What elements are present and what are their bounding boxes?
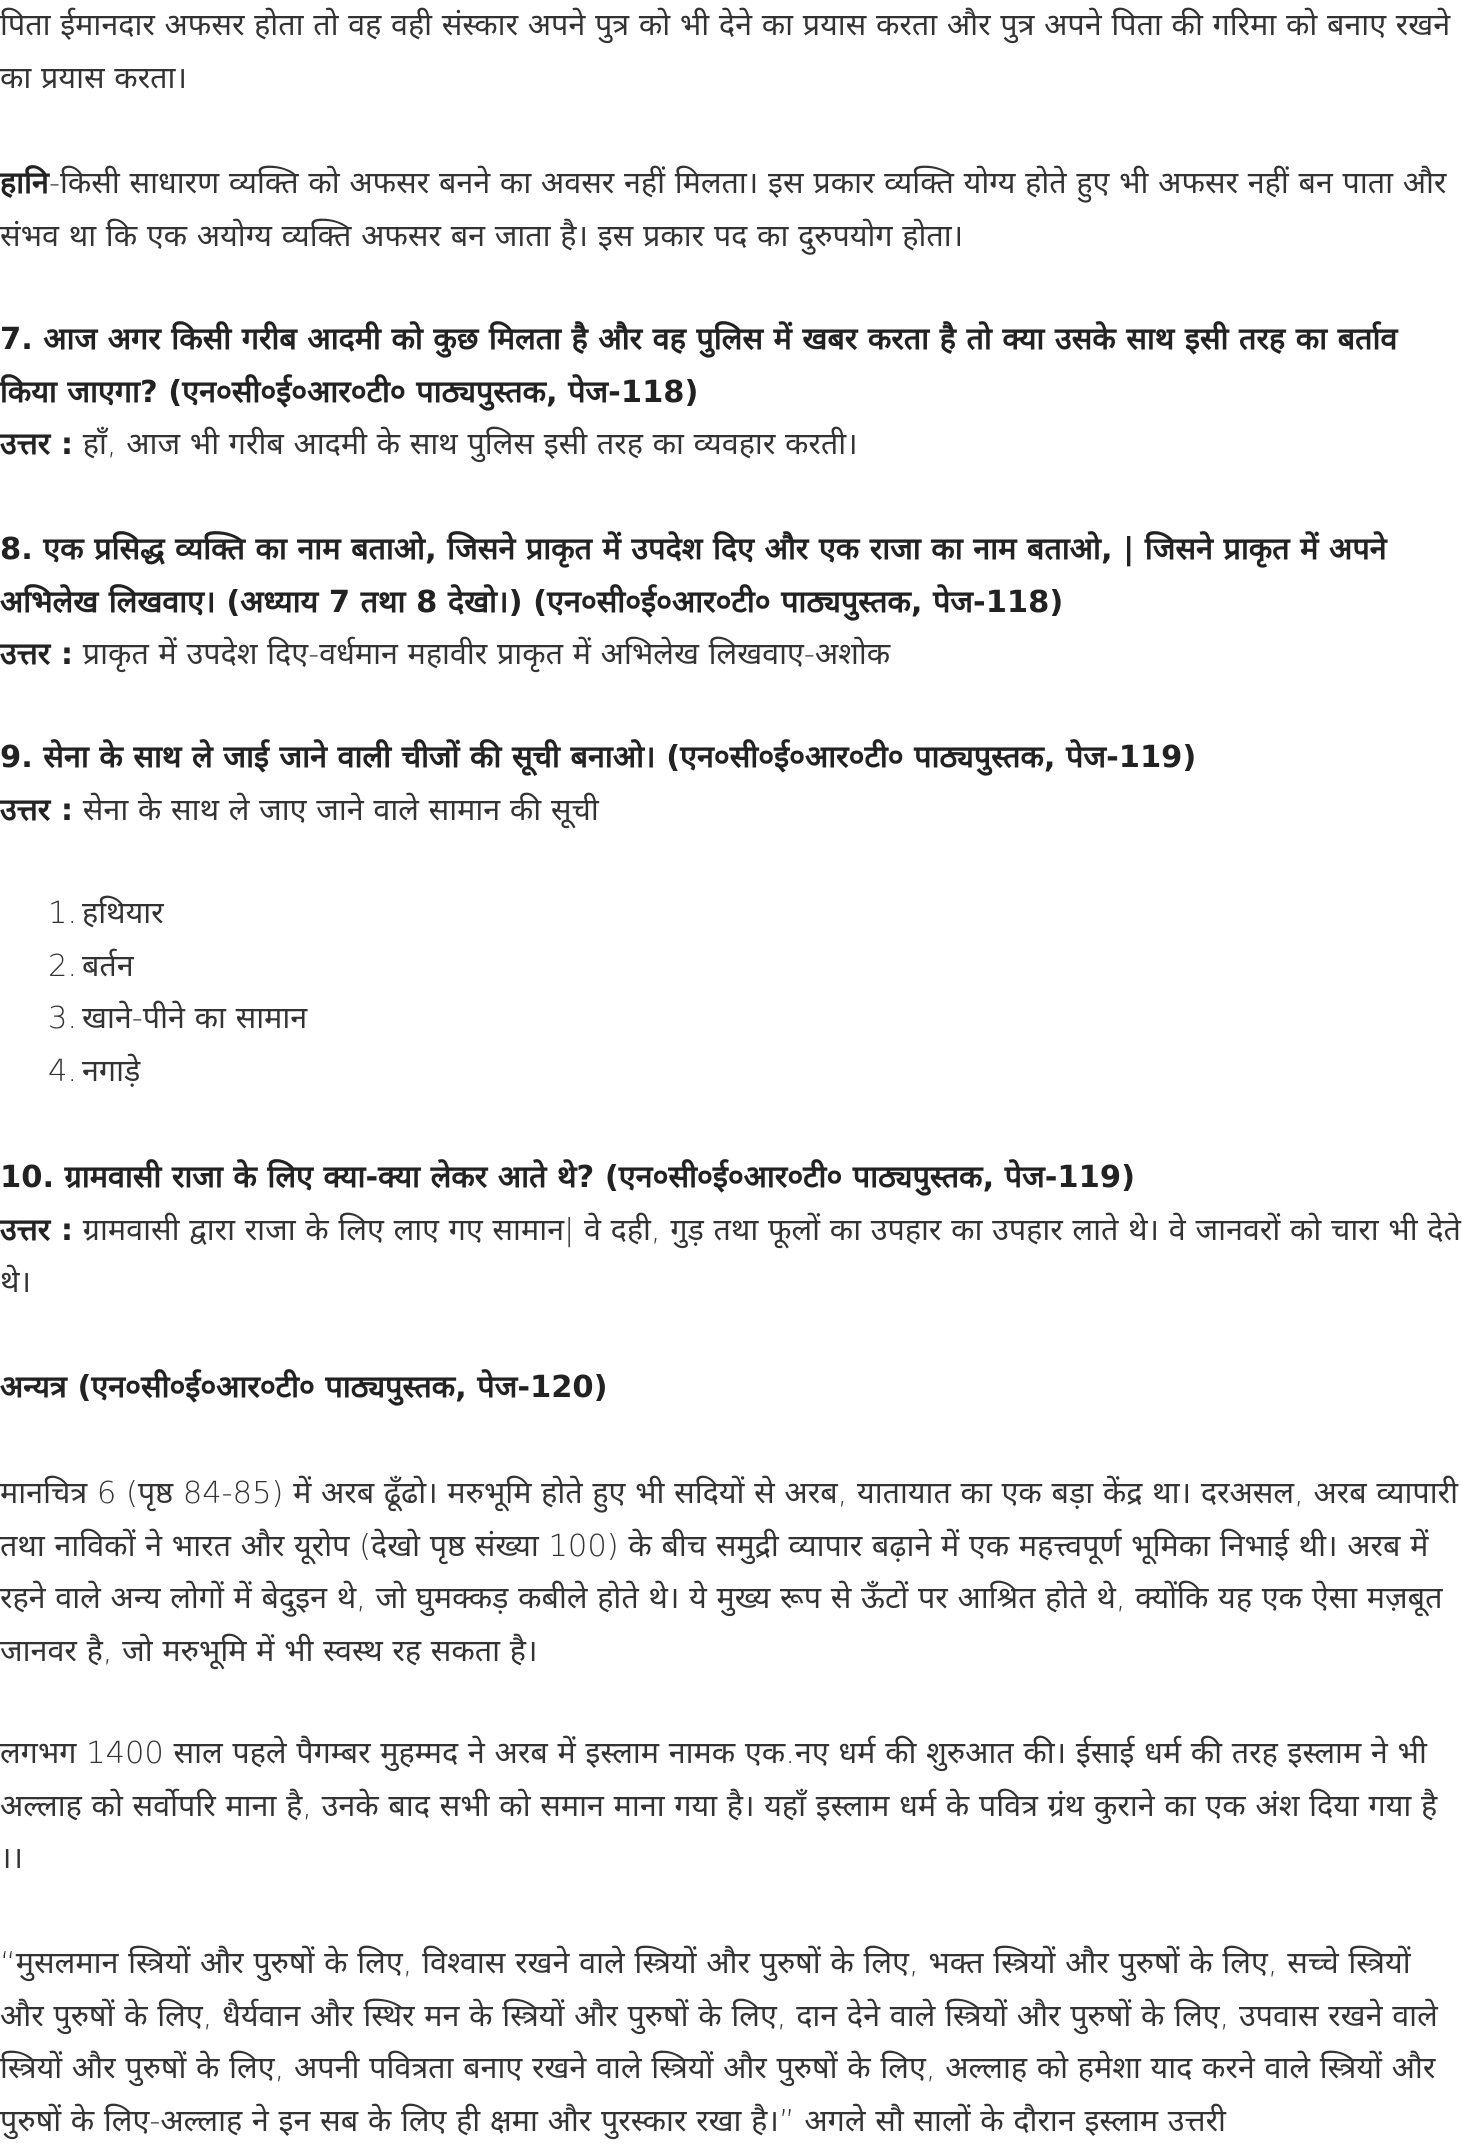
list-item [48,941,307,994]
harm-text: -किसी साधारण व्यक्ति को अफसर बनने का अवसर नहीं मिलता। इस प्रकार व्यक्ति योग्य होते हुए भी अफसर नहीं बन पाता और संभव था कि एक अयोग्य व्यक्ति अफसर बन जाता है। इस प्रकार पद का दुरुपयोग होता। [0,166,1447,254]
question-text: 10. ग्रामवासी राजा के लिए क्या-क्या लेकर आते थे? (एन०सी०ई०आर०टी० पाठ्यपुस्तक, पेज-119) [0,1160,1136,1195]
list-item [48,993,307,1046]
elsewhere-paragraph-2: लगभग 1400 साल पहले पैगम्बर मुहम्मद ने अरब में इस्लाम नामक एक.नए धर्म की शुरुआत की। ईसाई धर्म की तरह इस्लाम ने भी अल्लाह को सर्वोपरि माना है, उनके बाद सभी को समान माना गया है। यहाँ इस्लाम धर्म के पवित्र ग्रंथ कुराने का एक अंश दिया गया है ।। [0,1736,1438,1876]
answer-text: हाँ, आज भी गरीब आदमी के साथ पुलिस इसी तरह का व्यवहार करती। [73,427,858,462]
list-item-number: 2. [48,948,78,984]
list-item-text: बर्तन [82,948,134,984]
elsewhere-heading: अन्यत्र (एन०सी०ई०आर०टी० पाठ्यपुस्तक, पेज-120) [0,1370,608,1405]
answer [0,1205,1462,1310]
answer-label: उत्तर : [0,427,74,462]
answer-text: सेना के साथ ले जाए जाने वाले सामान की सूची [73,792,599,828]
list-item-number: 1. [48,896,78,931]
harm-label: हानि [0,166,49,201]
answer [0,785,1462,838]
list-item [48,888,307,941]
answer [0,629,1462,682]
army-items-list [0,888,307,1098]
intro-paragraph: पिता ईमानदार अफसर होता तो वह वही संस्कार अपने पुत्र को भी देने का प्रयास करता और पुत्र अपने पिता की गरिमा को बनाए रखने का प्रयास करता। [0,8,1451,96]
answer-text: प्राकृत में उपदेश दिए-वर्धमान महावीर प्राकृत में अभिलेख लिखवाए-अशोक [73,637,891,672]
answer-text: ग्रामवासी द्वारा राजा के लिए लाए गए सामान| वे दही, गुड़ तथा फूलों का उपहार का उपहार लाते थे। वे जानवरों को चारा भी देते थे। [0,1212,1461,1300]
harm-paragraph [0,158,1462,263]
question-7 [0,314,1462,472]
list-item [48,1046,307,1099]
question-text: 7. आज अगर किसी गरीब आदमी को कुछ मिलता है और वह पुलिस में खबर करता है तो क्या उसके साथ इसी तरह का बर्ताव किया जाएगा? (एन०सी०ई०आर०टी० पाठ्यपुस्तक, पेज-118) [0,322,1398,410]
list-item-number: 4. [48,1053,78,1089]
list-item-text: नगाड़े [82,1053,141,1089]
question-8 [0,524,1462,682]
quran-excerpt-paragraph: “मुसलमान स्त्रियों और पुरुषों के लिए, विश्वास रखने वाले स्त्रियों और पुरुषों के लिए, भक्त स्त्रियों और पुरुषों के लिए, सच्चे स्त्रियों और पुरुषों के लिए, धैर्यवान और स्थिर मन के स्त्रियों और पुरुषों के लिए, दान देने वाले स्त्रियों और पुरुषों के लिए, उपवास रखने वाले स्त्रियों और पुरुषों के लिए, अपनी पवित्रता बनाए रखने वाले स्त्रियों और पुरुषों के लिए, अल्लाह को हमेशा याद करने वाले स्त्रियों और पुरुषों के लिए-अल्लाह ने इन सब के लिए ही क्षमा और पुरस्कार रखा है।” अगले सौ सालों के दौरान इस्लाम उत्तरी [0,1946,1438,2139]
answer [0,419,1462,472]
list-item-text: खाने-पीने का सामान [82,1001,308,1036]
elsewhere-paragraph-1: मानचित्र 6 (पृष्ठ 84-85) में अरब ढूँढो। मरुभूमि होते हुए भी सदियों से अरब, यातायात का एक बड़ा केंद्र था। दरअसल, अरब व्यापारी तथा नाविकों ने भारत और यूरोप (देखो पृष्ठ संख्या 100) के बीच समुद्री व्यापार बढ़ाने में एक महत्त्वपूर्ण भूमिका निभाई थी। अरब में रहने वाले अन्य लोगों में बेदुइन थे, जो घुमक्कड़ कबीले होते थे। ये मुख्य रूप से ऊँटों पर आश्रित होते थे, क्योंकि यह एक ऐसा मज़बूत जानवर है, जो मरुभूमि में भी स्वस्थ रह सकता है। [0,1476,1458,1669]
answer-label: उत्तर : [0,637,74,672]
question-text: 9. सेना के साथ ले जाई जाने वाली चीजों की सूची बनाओ। (एन०सी०ई०आर०टी० पाठ्यपुस्तक, पेज-119) [0,740,1197,775]
answer-label: उत्तर : [0,1212,74,1248]
question-text: 8. एक प्रसिद्ध व्यक्ति का नाम बताओ, जिसने प्राकृत में उपदेश दिए और एक राजा का नाम बताओ, | जिसने प्राकृत में अपने अभिलेख लिखवाए। (अध्याय 7 तथा 8 देखो।) (एन०सी०ई०आर०टी० पाठ्यपुस्तक, पेज-118) [0,532,1387,620]
question-9 [0,732,1462,837]
list-item-number: 3. [48,1001,78,1036]
question-10 [0,1152,1462,1310]
list-item-text: हथियार [82,896,164,931]
answer-label: उत्तर : [0,792,74,828]
